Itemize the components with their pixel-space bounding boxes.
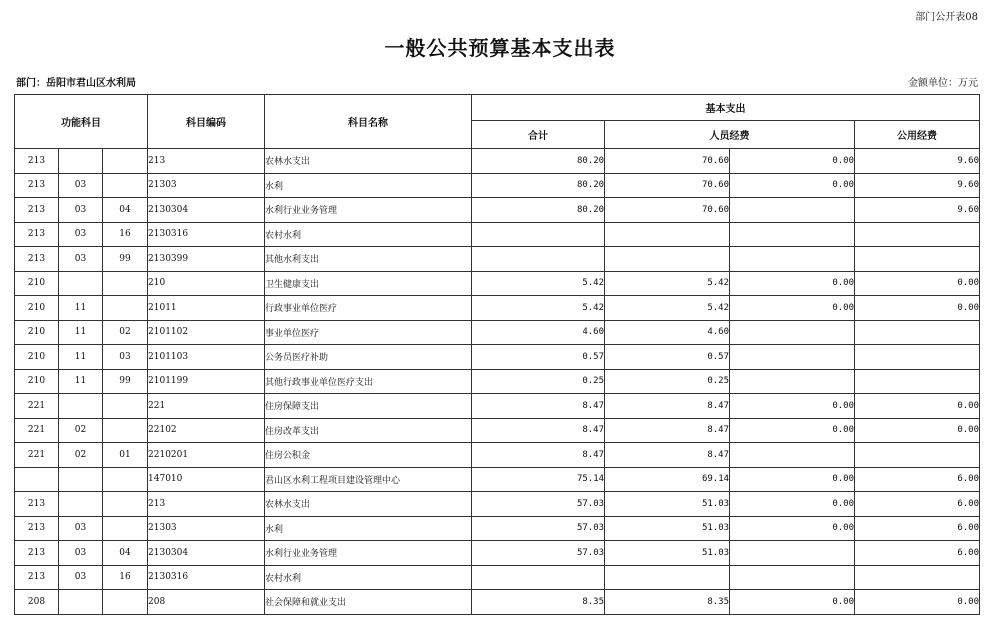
subject-name-cell: 农村水利 — [265, 222, 472, 247]
func-item-cell: 16 — [103, 222, 148, 247]
func-item-cell — [103, 271, 148, 296]
func-class-cell — [15, 467, 59, 492]
header-personnel: 人员经费 — [605, 121, 855, 149]
subject-code-cell: 2130304 — [148, 541, 265, 566]
func-item-cell — [103, 173, 148, 198]
header-subject-name: 科目名称 — [265, 95, 472, 149]
personnel-cell: 70.60 — [605, 198, 730, 223]
subject-name-cell: 农林水支出 — [265, 149, 472, 174]
table-row — [15, 247, 980, 272]
subject-name-cell: 农林水支出 — [265, 492, 472, 517]
subject-name-cell: 公务员医疗补助 — [265, 345, 472, 370]
func-item-cell — [103, 590, 148, 615]
total-cell: 57.03 — [472, 541, 605, 566]
personnel-cell: 8.35 — [605, 590, 730, 615]
total-cell: 80.20 — [472, 173, 605, 198]
personnel-sub-cell: 0.00 — [730, 173, 855, 198]
public-cell: 6.00 — [855, 541, 980, 566]
personnel-cell: 8.47 — [605, 443, 730, 468]
subject-name-cell: 社会保障和就业支出 — [265, 590, 472, 615]
func-section-cell: 03 — [59, 173, 103, 198]
func-class-cell: 221 — [15, 394, 59, 419]
subject-code-cell: 2101103 — [148, 345, 265, 370]
func-item-cell: 02 — [103, 320, 148, 345]
func-section-cell — [59, 394, 103, 419]
total-cell: 5.42 — [472, 271, 605, 296]
subject-code-cell: 22102 — [148, 418, 265, 443]
public-cell: 6.00 — [855, 492, 980, 517]
func-section-cell: 03 — [59, 516, 103, 541]
total-cell: 0.25 — [472, 369, 605, 394]
subject-code-cell: 208 — [148, 590, 265, 615]
table-row — [15, 541, 980, 566]
personnel-cell: 0.57 — [605, 345, 730, 370]
total-cell: 5.42 — [472, 296, 605, 321]
personnel-sub-cell: 0.00 — [730, 492, 855, 517]
public-cell: 6.00 — [855, 516, 980, 541]
func-section-cell: 03 — [59, 198, 103, 223]
func-section-cell: 11 — [59, 345, 103, 370]
subject-name-cell: 水利 — [265, 516, 472, 541]
budget-table — [14, 94, 980, 615]
public-cell — [855, 320, 980, 345]
department-label: 部门：岳阳市君山区水利局 — [16, 78, 136, 89]
func-section-cell: 11 — [59, 369, 103, 394]
public-cell — [855, 369, 980, 394]
public-cell — [855, 345, 980, 370]
personnel-cell — [605, 247, 730, 272]
personnel-cell: 51.03 — [605, 492, 730, 517]
personnel-sub-cell — [730, 345, 855, 370]
header-basic-expense: 基本支出 — [472, 95, 980, 121]
func-section-cell: 02 — [59, 418, 103, 443]
personnel-sub-cell — [730, 222, 855, 247]
personnel-cell: 70.60 — [605, 149, 730, 174]
table-row — [15, 565, 980, 590]
table-row — [15, 443, 980, 468]
subject-name-cell: 水利行业业务管理 — [265, 198, 472, 223]
header-public: 公用经费 — [855, 121, 980, 149]
total-cell: 57.03 — [472, 516, 605, 541]
public-cell: 0.00 — [855, 271, 980, 296]
personnel-sub-cell: 0.00 — [730, 418, 855, 443]
func-item-cell — [103, 394, 148, 419]
page-corner-label: 部门公开表08 — [915, 12, 978, 23]
func-class-cell: 213 — [15, 222, 59, 247]
func-item-cell — [103, 492, 148, 517]
total-cell: 80.20 — [472, 198, 605, 223]
subject-name-cell: 事业单位医疗 — [265, 320, 472, 345]
personnel-sub-cell — [730, 198, 855, 223]
public-cell — [855, 443, 980, 468]
subject-code-cell: 221 — [148, 394, 265, 419]
func-section-cell — [59, 271, 103, 296]
table-row — [15, 467, 980, 492]
func-section-cell — [59, 492, 103, 517]
func-item-cell: 01 — [103, 443, 148, 468]
table-row — [15, 271, 980, 296]
personnel-sub-cell — [730, 320, 855, 345]
total-cell: 8.47 — [472, 418, 605, 443]
func-item-cell: 16 — [103, 565, 148, 590]
subject-name-cell: 水利行业业务管理 — [265, 541, 472, 566]
func-class-cell: 210 — [15, 271, 59, 296]
public-cell: 9.60 — [855, 198, 980, 223]
personnel-sub-cell: 0.00 — [730, 516, 855, 541]
subject-name-cell: 其他水利支出 — [265, 247, 472, 272]
func-class-cell: 210 — [15, 296, 59, 321]
personnel-cell: 8.47 — [605, 418, 730, 443]
public-cell: 0.00 — [855, 418, 980, 443]
subject-code-cell: 147010 — [148, 467, 265, 492]
public-cell: 6.00 — [855, 467, 980, 492]
personnel-sub-cell — [730, 541, 855, 566]
func-class-cell: 221 — [15, 443, 59, 468]
subject-code-cell: 2130316 — [148, 222, 265, 247]
table-row — [15, 296, 980, 321]
table-row — [15, 590, 980, 615]
page-title: 一般公共预算基本支出表 — [384, 36, 616, 60]
subject-name-cell: 行政事业单位医疗 — [265, 296, 472, 321]
table-row — [15, 369, 980, 394]
func-section-cell: 11 — [59, 296, 103, 321]
subject-name-cell: 水利 — [265, 173, 472, 198]
personnel-cell: 70.60 — [605, 173, 730, 198]
subject-name-cell: 君山区水利工程项目建设管理中心 — [265, 467, 472, 492]
func-class-cell: 210 — [15, 320, 59, 345]
public-cell: 0.00 — [855, 296, 980, 321]
func-class-cell: 213 — [15, 516, 59, 541]
total-cell: 8.47 — [472, 443, 605, 468]
table-row — [15, 198, 980, 223]
personnel-cell: 69.14 — [605, 467, 730, 492]
subject-code-cell: 21011 — [148, 296, 265, 321]
subject-code-cell: 21303 — [148, 173, 265, 198]
func-item-cell: 99 — [103, 247, 148, 272]
personnel-sub-cell: 0.00 — [730, 296, 855, 321]
func-class-cell: 213 — [15, 149, 59, 174]
personnel-sub-cell: 0.00 — [730, 149, 855, 174]
func-item-cell: 04 — [103, 198, 148, 223]
func-section-cell — [59, 149, 103, 174]
total-cell: 75.14 — [472, 467, 605, 492]
personnel-cell: 51.03 — [605, 541, 730, 566]
total-cell: 8.47 — [472, 394, 605, 419]
table-body — [15, 149, 980, 615]
header-func-subject: 功能科目 — [15, 95, 148, 149]
personnel-cell: 4.60 — [605, 320, 730, 345]
public-cell: 0.00 — [855, 590, 980, 615]
total-cell: 0.57 — [472, 345, 605, 370]
subject-code-cell: 213 — [148, 492, 265, 517]
func-class-cell: 213 — [15, 541, 59, 566]
subject-name-cell: 住房保障支出 — [265, 394, 472, 419]
public-cell — [855, 222, 980, 247]
table-row — [15, 149, 980, 174]
total-cell: 8.35 — [472, 590, 605, 615]
table-row — [15, 516, 980, 541]
public-cell: 0.00 — [855, 394, 980, 419]
subject-code-cell: 210 — [148, 271, 265, 296]
total-cell — [472, 222, 605, 247]
personnel-cell: 8.47 — [605, 394, 730, 419]
personnel-cell: 51.03 — [605, 516, 730, 541]
func-item-cell — [103, 516, 148, 541]
subject-code-cell: 2130304 — [148, 198, 265, 223]
personnel-sub-cell — [730, 369, 855, 394]
table-row — [15, 320, 980, 345]
subject-code-cell: 213 — [148, 149, 265, 174]
public-cell — [855, 247, 980, 272]
subject-name-cell: 住房公积金 — [265, 443, 472, 468]
public-cell: 9.60 — [855, 173, 980, 198]
func-item-cell: 99 — [103, 369, 148, 394]
func-item-cell — [103, 418, 148, 443]
personnel-cell — [605, 222, 730, 247]
table-row — [15, 492, 980, 517]
subject-code-cell: 2130316 — [148, 565, 265, 590]
table-row — [15, 173, 980, 198]
personnel-sub-cell: 0.00 — [730, 271, 855, 296]
func-item-cell: 03 — [103, 345, 148, 370]
personnel-cell: 0.25 — [605, 369, 730, 394]
func-section-cell: 03 — [59, 247, 103, 272]
func-item-cell — [103, 149, 148, 174]
func-class-cell: 213 — [15, 173, 59, 198]
func-class-cell: 210 — [15, 369, 59, 394]
total-cell: 57.03 — [472, 492, 605, 517]
personnel-sub-cell — [730, 565, 855, 590]
subject-code-cell: 21303 — [148, 516, 265, 541]
total-cell — [472, 565, 605, 590]
personnel-sub-cell — [730, 247, 855, 272]
func-class-cell: 210 — [15, 345, 59, 370]
func-section-cell: 11 — [59, 320, 103, 345]
table-row — [15, 394, 980, 419]
subject-name-cell: 住房改革支出 — [265, 418, 472, 443]
func-class-cell: 221 — [15, 418, 59, 443]
func-section-cell — [59, 590, 103, 615]
header-total: 合计 — [472, 121, 605, 149]
table-row — [15, 418, 980, 443]
table-row — [15, 345, 980, 370]
header-subject-code: 科目编码 — [148, 95, 265, 149]
personnel-sub-cell: 0.00 — [730, 394, 855, 419]
subject-code-cell: 2130399 — [148, 247, 265, 272]
func-item-cell: 04 — [103, 541, 148, 566]
personnel-sub-cell: 0.00 — [730, 467, 855, 492]
personnel-cell: 5.42 — [605, 271, 730, 296]
func-class-cell: 208 — [15, 590, 59, 615]
personnel-cell: 5.42 — [605, 296, 730, 321]
func-item-cell — [103, 296, 148, 321]
func-class-cell: 213 — [15, 492, 59, 517]
func-section-cell: 03 — [59, 222, 103, 247]
subject-name-cell: 农村水利 — [265, 565, 472, 590]
func-section-cell: 02 — [59, 443, 103, 468]
func-class-cell: 213 — [15, 198, 59, 223]
amount-unit-label: 金额单位：万元 — [908, 78, 978, 89]
personnel-sub-cell — [730, 443, 855, 468]
public-cell: 9.60 — [855, 149, 980, 174]
subject-code-cell: 2101199 — [148, 369, 265, 394]
subject-name-cell: 卫生健康支出 — [265, 271, 472, 296]
personnel-sub-cell: 0.00 — [730, 590, 855, 615]
total-cell: 4.60 — [472, 320, 605, 345]
func-class-cell: 213 — [15, 565, 59, 590]
subject-code-cell: 2101102 — [148, 320, 265, 345]
func-section-cell — [59, 467, 103, 492]
public-cell — [855, 565, 980, 590]
table-row — [15, 222, 980, 247]
func-item-cell — [103, 467, 148, 492]
subject-code-cell: 2210201 — [148, 443, 265, 468]
func-section-cell: 03 — [59, 565, 103, 590]
func-class-cell: 213 — [15, 247, 59, 272]
func-section-cell: 03 — [59, 541, 103, 566]
personnel-cell — [605, 565, 730, 590]
total-cell: 80.20 — [472, 149, 605, 174]
total-cell — [472, 247, 605, 272]
subject-name-cell: 其他行政事业单位医疗支出 — [265, 369, 472, 394]
